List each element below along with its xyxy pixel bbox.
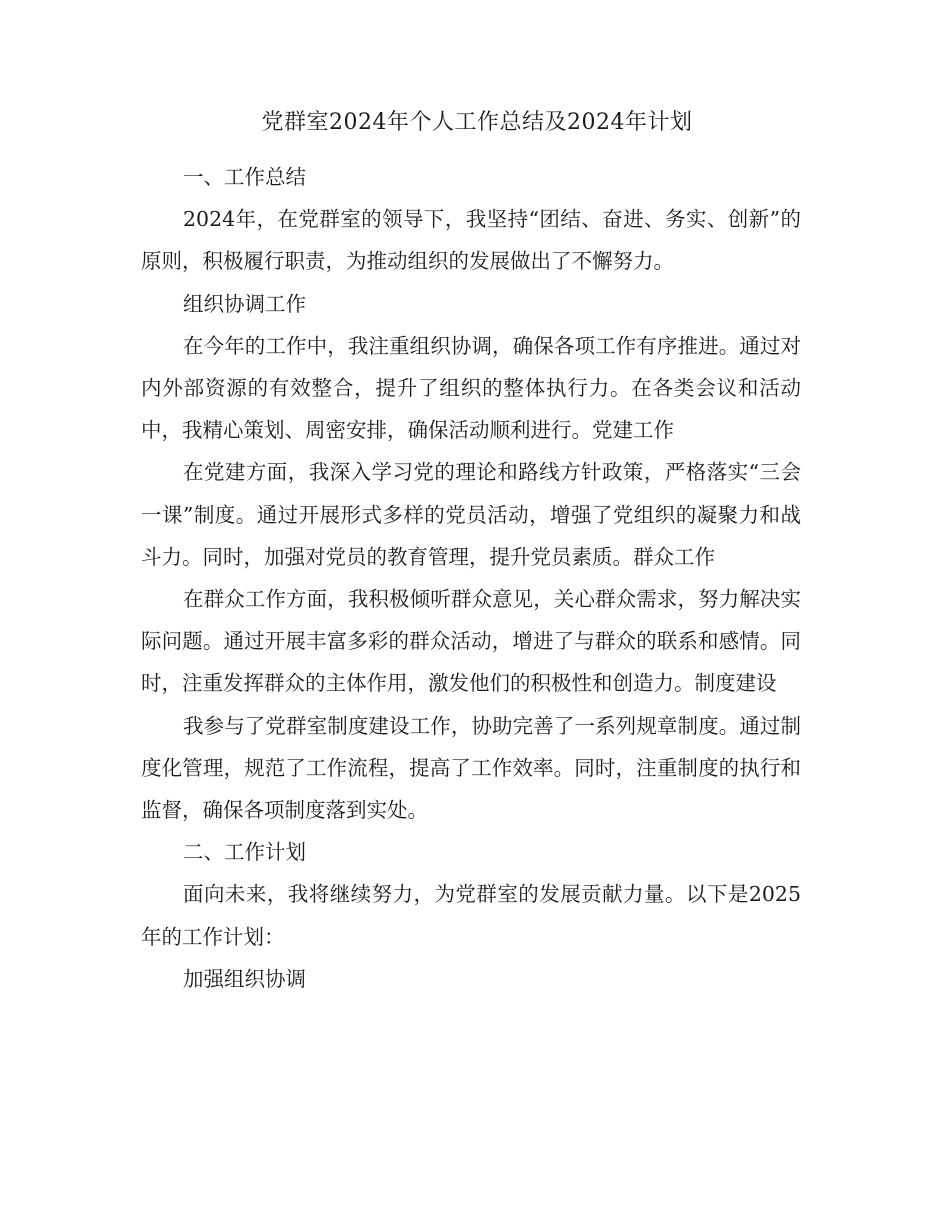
subheading-strengthen-coordination: 加强组织协调: [183, 966, 306, 991]
paragraph-institution: 我参与了党群室制度建设工作，协助完善了一系列规章制度。通过制度化管理，规范了工作流程，提高了工作效率。同时，注重制度的执行和监督，确保各项制度落到实处。: [141, 713, 801, 823]
paragraph-plan-intro: 面向未来，我将继续努力，为党群室的发展贡献力量。以下是2025年的工作计划：: [141, 882, 801, 949]
subheading-coordination: 组织协调工作: [183, 291, 306, 316]
section-heading-plan: 二、工作计划: [183, 840, 306, 865]
paragraph-coordination: 在今年的工作中，我注重组织协调，确保各项工作有序推进。通过对内外部资源的有效整合，提升了组织的整体执行力。在各类会议和活动中，我精心策划、周密安排，确保活动顺利进行。党建工作: [141, 333, 801, 443]
paragraph-intro: 2024年，在党群室的领导下，我坚持“团结、奋进、务实、创新”的原则，积极履行职责，为推动组织的发展做出了不懈努力。: [141, 207, 801, 274]
paragraph-party-building: 在党建方面，我深入学习党的理论和路线方针政策，严格落实“三会一课”制度。通过开展形式多样的党员活动，增强了党组织的凝聚力和战斗力。同时，加强对党员的教育管理，提升党员素质。群众工作: [141, 460, 801, 569]
section-heading-summary: 一、工作总结: [183, 165, 306, 189]
document-title: 党群室2024年个人工作总结及2024年计划: [261, 110, 693, 135]
document-body: [141, 102, 801, 1000]
paragraph-mass-work: 在群众工作方面，我积极倾听群众意见，关心群众需求，努力解决实际问题。通过开展丰富多彩的群众活动，增进了与群众的联系和感情。同时，注重发挥群众的主体作用，激发他们的积极性和创造力。制度建设: [141, 587, 801, 696]
